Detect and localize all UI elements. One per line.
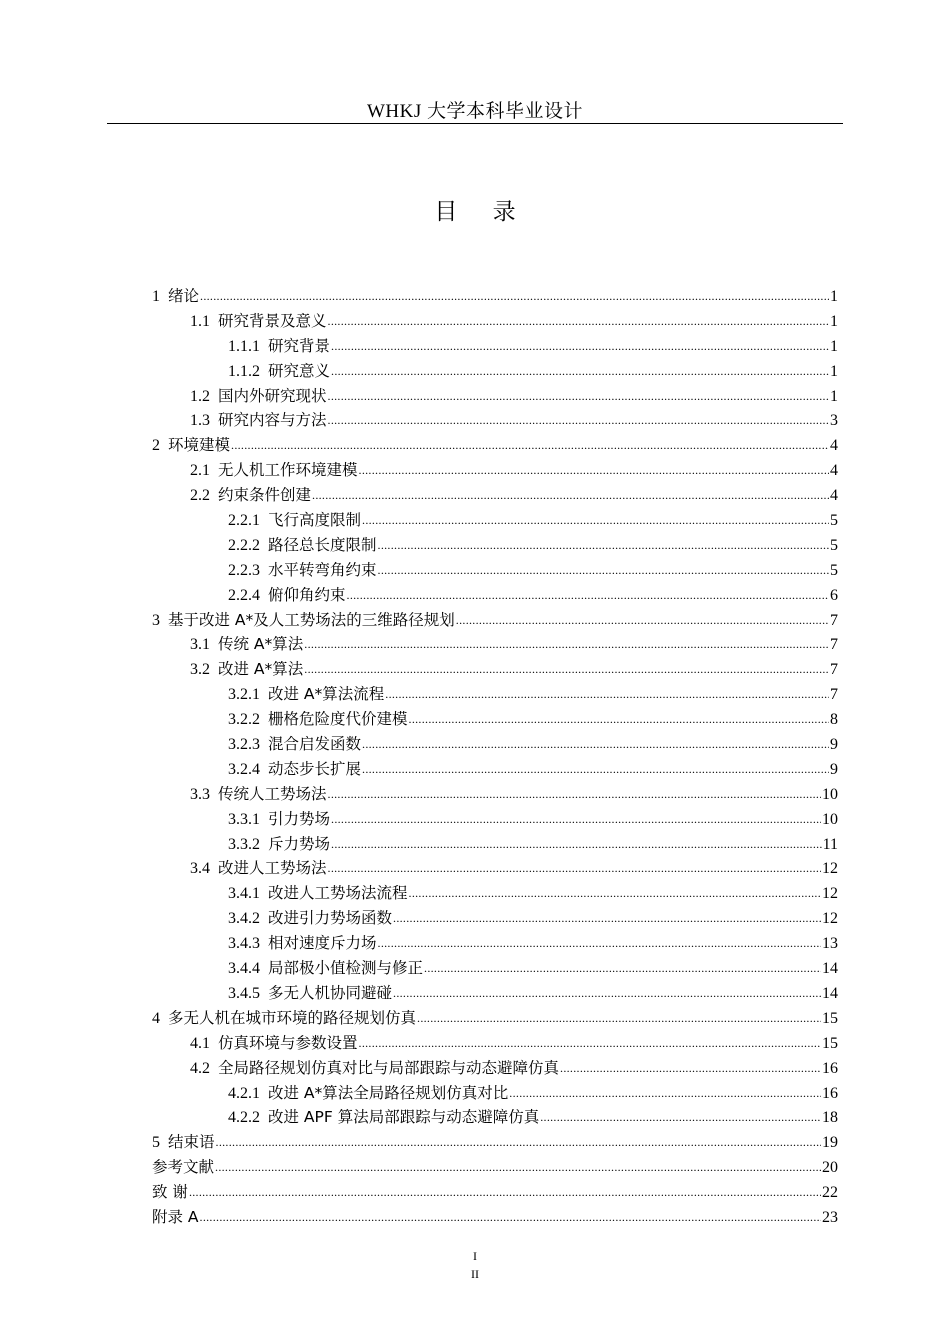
toc-entry[interactable] [152, 632, 838, 657]
toc-dot-leader [509, 1081, 821, 1106]
toc-dot-leader [378, 533, 829, 558]
toc-entry-title: 附录 A [152, 1207, 199, 1226]
toc-entry-page: 6 [830, 586, 838, 604]
toc-dot-leader [378, 558, 829, 583]
toc-dot-leader [328, 408, 829, 433]
toc-dot-leader [331, 832, 822, 857]
toc-entry-title: 绪论 [168, 287, 200, 305]
toc-entry-title: 基于改进 A*及人工势场法的三维路径规划 [168, 610, 455, 629]
toc-entry-title: 动态步长扩展 [268, 759, 362, 778]
toc-entry-page: 14 [822, 960, 838, 978]
toc-entry[interactable] [152, 558, 838, 583]
toc-entry-title: 传统人工势场法 [218, 784, 327, 803]
toc-dot-leader [328, 384, 829, 409]
toc-dot-leader [362, 757, 829, 782]
toc-dot-leader [189, 1180, 821, 1205]
toc-entry-number: 3.2 [190, 661, 210, 679]
toc-entry[interactable] [152, 1205, 838, 1230]
toc-entry-number: 3.4.5 [228, 984, 260, 1002]
toc-entry[interactable] [152, 832, 838, 857]
toc-entry[interactable] [152, 956, 838, 981]
toc-entry[interactable] [152, 856, 838, 881]
toc-entry-title: 环境建模 [168, 436, 231, 455]
toc-entry[interactable] [152, 707, 838, 732]
toc-entry[interactable] [152, 881, 838, 906]
toc-entry[interactable] [152, 533, 838, 558]
toc-entry-number: 3.3.1 [228, 810, 260, 828]
toc-dot-leader [409, 707, 829, 732]
toc-entry-number: 3.1 [190, 636, 210, 654]
toc-entry-page: 12 [822, 910, 838, 928]
toc-dot-leader [304, 657, 829, 682]
toc-dot-leader [417, 1006, 821, 1031]
toc-dot-leader [393, 906, 821, 931]
toc-entry-title: 改进 A*算法全局路径规划仿真对比 [268, 1083, 509, 1102]
toc-entry-title: 全局路径规划仿真对比与局部跟踪与动态避障仿真 [218, 1058, 560, 1077]
toc-entry-page: 9 [830, 760, 838, 778]
toc-entry[interactable] [152, 458, 838, 483]
toc-entry-title: 无人机工作环境建模 [218, 461, 358, 480]
toc-entry-page: 1 [830, 288, 838, 305]
toc-dot-leader [328, 309, 829, 334]
toc-entry-title: 飞行高度限制 [268, 511, 362, 530]
toc-entry-page: 7 [830, 611, 838, 629]
toc-entry[interactable] [152, 732, 838, 757]
toc-entry-page: 1 [830, 337, 838, 355]
toc-entry[interactable] [152, 483, 838, 508]
toc-entry-number: 1.1.2 [228, 362, 260, 380]
toc-entry-page: 13 [822, 935, 838, 953]
page-header-title: WHKJ 大学本科毕业设计 [366, 101, 584, 122]
toc-entry[interactable] [152, 408, 838, 433]
toc-entry-number: 1.3 [190, 412, 210, 430]
toc-entry[interactable] [152, 757, 838, 782]
toc-dot-leader [347, 583, 829, 608]
toc-entry-page: 3 [830, 412, 838, 430]
toc-entry[interactable] [152, 981, 838, 1006]
toc-entry[interactable] [152, 433, 838, 458]
toc-entry[interactable] [152, 931, 838, 956]
toc-entry-page: 1 [830, 387, 838, 405]
toc-entry-number: 1.1.1 [228, 337, 260, 355]
toc-entry-title: 斥力势场 [268, 834, 331, 853]
toc-entry-page: 16 [822, 1059, 838, 1077]
toc-entry[interactable] [152, 1031, 838, 1056]
table-of-contents [152, 284, 838, 1230]
header-divider [107, 123, 843, 124]
toc-entry-number: 1 [152, 288, 160, 305]
toc-entry-page: 11 [822, 835, 838, 853]
toc-entry-title: 国内外研究现状 [218, 386, 327, 405]
toc-dot-leader [424, 956, 821, 981]
toc-entry-number: 1.1 [190, 312, 210, 330]
toc-entry-number: 3.2.3 [228, 736, 260, 754]
toc-entry-number: 3 [152, 611, 160, 629]
toc-entry-page: 14 [822, 984, 838, 1002]
toc-dot-leader [385, 682, 829, 707]
toc-entry[interactable] [152, 309, 838, 334]
toc-entry-number: 3.2.1 [228, 686, 260, 704]
toc-entry[interactable] [152, 807, 838, 832]
toc-entry[interactable] [152, 508, 838, 533]
toc-entry-title: 混合启发函数 [268, 735, 362, 754]
toc-entry-page: 7 [830, 661, 838, 679]
toc-entry-page: 4 [830, 437, 838, 455]
toc-entry-page: 4 [830, 462, 838, 480]
toc-entry[interactable] [152, 1081, 838, 1106]
toc-entry-page: 8 [830, 711, 838, 729]
toc-entry-title: 改进 A*算法流程 [268, 685, 385, 704]
toc-entry-title: 仿真环境与参数设置 [218, 1033, 358, 1052]
toc-dot-leader [331, 334, 829, 359]
toc-entry-title: 局部极小值检测与修正 [268, 959, 424, 978]
toc-entry-page: 5 [830, 561, 838, 579]
toc-entry-title: 参考文献 [152, 1158, 215, 1177]
toc-entry-number: 4.2.2 [228, 1109, 260, 1127]
toc-entry-page: 18 [822, 1109, 838, 1127]
toc-entry-title: 致 谢 [152, 1183, 188, 1202]
toc-dot-leader [378, 931, 821, 956]
toc-entry-title: 多无人机在城市环境的路径规划仿真 [168, 1008, 417, 1027]
toc-dot-leader [331, 359, 829, 384]
toc-dot-leader [200, 1205, 821, 1230]
toc-dot-leader [560, 1056, 821, 1081]
toc-dot-leader [304, 632, 829, 657]
toc-dot-leader [216, 1130, 821, 1155]
toc-dot-leader [409, 881, 821, 906]
toc-entry-number: 2.2 [190, 487, 210, 505]
toc-dot-leader [540, 1105, 821, 1130]
toc-dot-leader [328, 856, 821, 881]
toc-entry-number: 3.3.2 [228, 835, 260, 853]
toc-entry-title: 结束语 [168, 1133, 215, 1152]
toc-entry[interactable] [152, 1180, 838, 1205]
toc-dot-leader [231, 433, 829, 458]
toc-entry[interactable] [152, 906, 838, 931]
toc-entry-title: 研究背景 [268, 336, 331, 355]
toc-entry-number: 2.1 [190, 462, 210, 480]
toc-entry-page: 5 [830, 512, 838, 530]
toc-entry-number: 3.4 [190, 860, 210, 878]
toc-dot-leader [215, 1155, 821, 1180]
toc-entry-title: 相对速度斥力场 [268, 934, 377, 953]
toc-entry[interactable] [152, 1105, 838, 1130]
toc-entry-number: 3.3 [190, 785, 210, 803]
toc-entry[interactable] [152, 1155, 838, 1180]
toc-entry-title: 研究背景及意义 [218, 311, 327, 330]
toc-entry-title: 传统 A*算法 [218, 635, 304, 654]
toc-dot-leader [456, 608, 829, 633]
toc-entry-page: 5 [830, 536, 838, 554]
toc-entry-number: 2 [152, 437, 160, 455]
toc-entry-title: 改进 APF 算法局部跟踪与动态避障仿真 [268, 1108, 540, 1127]
toc-entry-page: 16 [822, 1084, 838, 1102]
toc-entry-title: 改进人工势场法流程 [268, 884, 408, 903]
toc-entry-page: 23 [822, 1208, 838, 1226]
toc-entry-page: 22 [822, 1184, 838, 1202]
toc-entry-page: 10 [822, 785, 838, 803]
page-number-roman-2: II [471, 1267, 479, 1281]
toc-entry[interactable] [152, 359, 838, 384]
toc-entry-number: 3.4.1 [228, 885, 260, 903]
toc-entry-number: 4.2.1 [228, 1084, 260, 1102]
toc-entry-title: 改进 A*算法 [218, 660, 304, 679]
toc-entry-title: 改进人工势场法 [218, 859, 327, 878]
toc-entry[interactable] [152, 334, 838, 359]
toc-entry-title: 多无人机协同避碰 [268, 983, 393, 1002]
toc-entry[interactable] [152, 782, 838, 807]
toc-entry-title: 水平转弯角约束 [268, 560, 377, 579]
toc-dot-leader [200, 284, 829, 309]
toc-entry-title: 研究意义 [268, 361, 331, 380]
toc-dot-leader [359, 458, 829, 483]
toc-entry[interactable] [152, 284, 838, 309]
toc-entry-number: 5 [152, 1134, 160, 1152]
toc-entry-page: 7 [830, 636, 838, 654]
toc-entry-page: 9 [830, 736, 838, 754]
toc-entry[interactable] [152, 1056, 838, 1081]
toc-entry-number: 3.4.4 [228, 960, 260, 978]
toc-dot-leader [331, 807, 821, 832]
toc-entry-title: 研究内容与方法 [218, 411, 327, 430]
toc-entry-title: 俯仰角约束 [268, 585, 346, 604]
toc-entry-title: 约束条件创建 [218, 486, 312, 505]
toc-dot-leader [393, 981, 821, 1006]
toc-dot-leader [362, 732, 829, 757]
toc-entry-page: 19 [822, 1134, 838, 1152]
toc-entry[interactable] [152, 1130, 838, 1155]
toc-entry-number: 3.2.4 [228, 760, 260, 778]
toc-entry-title: 改进引力势场函数 [268, 909, 393, 928]
toc-dot-leader [312, 483, 829, 508]
toc-entry[interactable] [152, 583, 838, 608]
toc-entry-number: 2.2.1 [228, 512, 260, 530]
toc-entry[interactable] [152, 682, 838, 707]
toc-entry[interactable] [152, 608, 838, 633]
toc-entry-number: 3.2.2 [228, 711, 260, 729]
toc-entry-page: 12 [822, 885, 838, 903]
toc-entry-number: 3.4.3 [228, 935, 260, 953]
toc-entry-title: 路径总长度限制 [268, 535, 377, 554]
toc-entry-number: 1.2 [190, 387, 210, 405]
toc-entry-number: 4 [152, 1009, 160, 1027]
toc-entry-title: 引力势场 [268, 809, 331, 828]
toc-dot-leader [359, 1031, 821, 1056]
toc-entry-page: 7 [830, 686, 838, 704]
toc-entry-page: 4 [830, 487, 838, 505]
toc-entry-page: 15 [822, 1034, 838, 1052]
toc-entry-page: 1 [830, 312, 838, 330]
toc-entry-number: 4.1 [190, 1034, 210, 1052]
toc-entry[interactable] [152, 657, 838, 682]
toc-entry[interactable] [152, 1006, 838, 1031]
toc-entry-number: 2.2.4 [228, 586, 260, 604]
page-number-roman-1: I [473, 1249, 477, 1263]
toc-entry-page: 20 [822, 1159, 838, 1177]
toc-title: 目 录 [434, 199, 530, 225]
toc-dot-leader [362, 508, 829, 533]
toc-entry[interactable] [152, 384, 838, 409]
toc-entry-page: 1 [830, 362, 838, 380]
toc-dot-leader [328, 782, 821, 807]
toc-entry-number: 3.4.2 [228, 910, 260, 928]
toc-entry-number: 2.2.2 [228, 536, 260, 554]
toc-entry-page: 10 [822, 810, 838, 828]
toc-entry-number: 2.2.3 [228, 561, 260, 579]
toc-entry-page: 15 [822, 1009, 838, 1027]
toc-entry-title: 栅格危险度代价建模 [268, 710, 408, 729]
toc-entry-number: 4.2 [190, 1059, 210, 1077]
toc-entry-page: 12 [822, 860, 838, 878]
